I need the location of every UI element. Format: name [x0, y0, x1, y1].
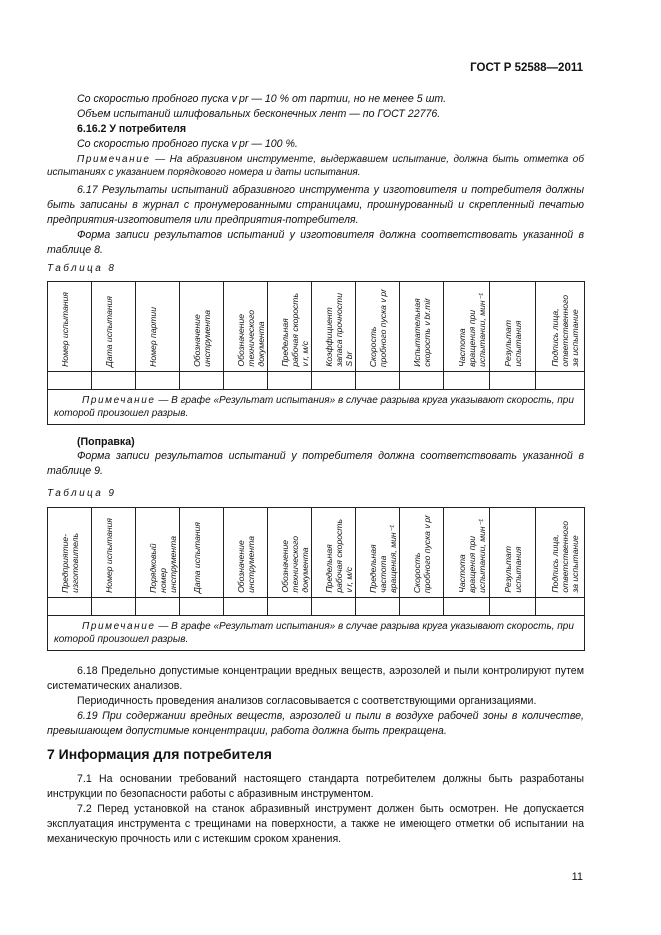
sampling-line-2: Объем испытаний шлифовальных бесконечных лент — по ГОСТ 22776. [77, 108, 441, 120]
paragraph-table9-ref: Форма записи результатов испытаний у потребителя должна соответствовать указанной в таблице 9. [47, 450, 584, 477]
table9-empty-row [48, 598, 585, 616]
table9-note-text: — В графе «Результат испытания» в случае разрыва круга указывают скорость, при которой произошел разрыв. [54, 621, 574, 645]
table9-header-cell: Подпись лица, ответственного за испытание [550, 521, 580, 593]
table8-header-cell: Скорость пробного пуска v pr [367, 288, 388, 367]
amendment-label: (Поправка) [77, 436, 135, 448]
table8-header-row [48, 282, 585, 372]
table9-caption: Таблица 9 [47, 488, 117, 499]
table8-note-label: Примечание [82, 395, 156, 406]
table8-header-cell: Результат испытания [502, 320, 523, 367]
table9-header-cell: Обозначение технического документа [279, 536, 310, 593]
table9-header-cell: Предприятие- изготовитель [59, 533, 80, 593]
paragraph-7-1: 7.1 На основании требований настоящего стандарта потребителем должны быть разработаны инструкции по безопасности работы с абразивным инструментом. [47, 773, 584, 800]
table8-header-cell: Номер партии [147, 307, 158, 367]
table8-note-row [48, 390, 585, 425]
table-9 [47, 507, 585, 651]
note-label: Примечание [77, 154, 151, 165]
table9-header-cell: Номер испытания [103, 518, 114, 593]
table9-header-cell: Обозначение инструмента [235, 536, 256, 593]
table9-header-cell: Дата испытания [191, 521, 202, 593]
table9-header-cell: Предельная рабочая скорость v r, м/с [323, 519, 354, 593]
table8-note-text: — В графе «Результат испытания» в случае разрыва круга указывают скорость, при которой произошел разрыв. [54, 395, 574, 419]
table-8 [47, 281, 585, 425]
note-marking [47, 153, 584, 179]
table8-header-cell: Обозначение технического документа [235, 310, 266, 367]
table9-header-cell: Результат испытания [502, 546, 523, 593]
table8-caption: Таблица 8 [47, 263, 117, 274]
table8-header-cell: Испытательная скорость v br.mir [411, 298, 432, 367]
table9-header-cell: Скорость пробного пуска v pr [411, 514, 432, 593]
table9-header-cell: Предельная частота вращения, мин⁻¹ [367, 525, 398, 593]
section-7-heading: 7 Информация для потребителя [47, 746, 272, 762]
paragraph-periodicity: Периодичность проведения анализов согласовывается с соответствующими организациями. [77, 695, 537, 707]
table9-note-row [48, 616, 585, 651]
table8-header-cell: Коэффициент запаса прочности S br [323, 293, 354, 367]
paragraph-7-2: 7.2 Перед установкой на станок абразивный инструмент должен быть осмотрен. Не допускается эксплуатация инструмента с трещинами на поверхности, а также не имеющего отметки об испытании на механическую прочность или с истекшим сроком хранения. [47, 803, 584, 845]
paragraph-6-19: 6.19 При содержании вредных веществ, аэрозолей и пыли в воздухе рабочей зоны в количестве, превышающем допустимые концентрации, работа должна быть прекращена. [47, 710, 584, 737]
paragraph-6-17: 6.17 Результаты испытаний абразивного инструмента у изготовителя и потребителя должны быть записаны в журнал с пронумерованными страницами, прошнурованный и скрепленный печатью предприятия-изготовителя или предприятия-потребителя. [47, 184, 584, 226]
table8-header-cell: Частота вращения при испытании, мин⁻¹ [456, 293, 487, 367]
table9-header-cell: Частота вращения при испытании, мин⁻¹ [456, 519, 487, 593]
table9-header-cell: Порядковый номер инструмента [147, 536, 178, 593]
sampling-line-1: Со скоростью пробного пуска v pr — 10 % от партии, но не менее 5 шт. [77, 93, 447, 105]
note-text: — На абразивном инструменте, выдержавшем испытание, должна быть отметка об испытаниях с указанием порядкового номера и даты испытания. [47, 154, 584, 178]
table9-note-label: Примечание [82, 621, 156, 632]
page-number: 11 [571, 871, 583, 883]
subsection-heading-6-16-2: 6.16.2 У потребителя [77, 123, 186, 135]
table8-empty-row [48, 372, 585, 390]
paragraph-table8-ref: Форма записи результатов испытаний у изготовителя должна соответствовать указанной в таблице 8. [47, 229, 584, 256]
table8-header-cell: Предельная рабочая скорость v r, м/с [279, 293, 310, 367]
paragraph-6-18: 6.18 Предельно допустимые концентрации вредных веществ, аэрозолей и пыли контролируют путем систематических анализов. [47, 665, 584, 692]
table8-header-cell: Обозначение инструмента [191, 310, 212, 367]
table8-header-cell: Дата испытания [103, 295, 114, 367]
table9-header-row [48, 508, 585, 598]
table8-header-cell: Подпись лица, ответственного за испытание [550, 295, 580, 367]
sampling-line-3: Со скоростью пробного пуска v pr — 100 %. [77, 138, 298, 150]
table8-header-cell: Номер испытания [59, 292, 70, 367]
document-code: ГОСТ Р 52588—2011 [470, 62, 583, 74]
